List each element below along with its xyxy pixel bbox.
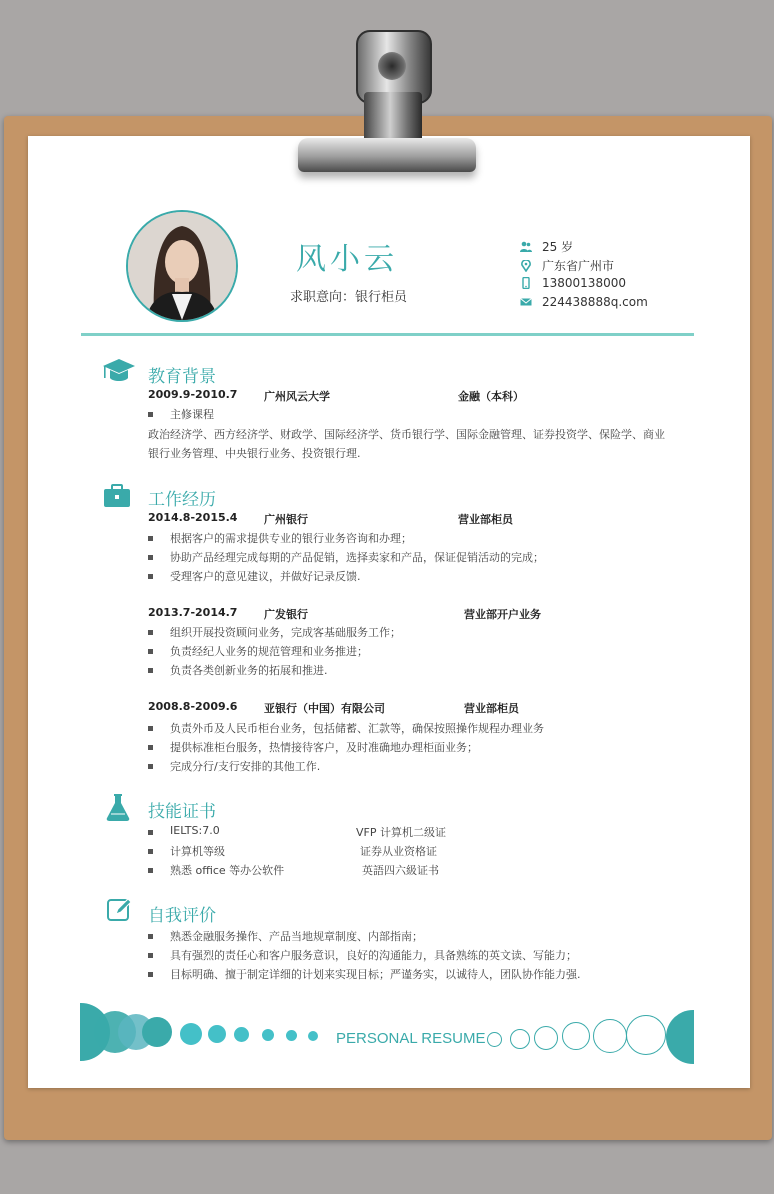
candidate-name: 风小云 (296, 242, 398, 277)
deco-circle (142, 1017, 172, 1047)
person-icon (520, 241, 532, 253)
job-duty: 受理客户的意见建议，并做好记录反馈. (170, 570, 361, 583)
edu-major: 金融（本科） (458, 390, 524, 403)
job-company: 广发银行 (264, 608, 308, 621)
skill-right: VFP 计算机二级证 (356, 826, 446, 839)
deco-half-circle-right (666, 1010, 694, 1064)
job-period: 2013.7-2014.7 (148, 606, 238, 619)
clip-base (298, 138, 476, 172)
job-duty: 完成分行/支行安排的其他工作. (170, 760, 321, 773)
deco-dot (234, 1027, 249, 1042)
job-role: 营业部柜员 (464, 702, 519, 715)
job-company: 广州银行 (264, 513, 308, 526)
graduation-cap-icon (101, 356, 135, 386)
avatar (126, 210, 238, 322)
bullet (148, 630, 153, 635)
clip-rivet (378, 52, 406, 80)
job-duty: 协助产品经理完成每期的产品促销，选择卖家和产品，保证促销活动的完成； (170, 551, 544, 564)
deco-ring (487, 1032, 502, 1047)
job-period: 2008.8-2009.6 (148, 700, 238, 713)
edu-courses-line1: 政治经济学、西方经济学、财政学、国际经济学、货币银行学、国际金融管理、证券投资学、保险学、商业 (148, 428, 665, 441)
phone-icon (520, 277, 532, 289)
deco-ring (626, 1015, 666, 1055)
bullet (148, 668, 153, 673)
location-text: 广东省广州市 (542, 259, 615, 273)
job-duty: 负责各类创新业务的拓展和推进. (170, 664, 328, 677)
flask-icon (104, 792, 138, 822)
deco-ring (534, 1026, 558, 1050)
section-title-education: 教育背景 (148, 367, 216, 387)
phone-text: 13800138000 (542, 276, 626, 290)
location-pin-icon (520, 260, 532, 272)
edu-school: 广州风云大学 (264, 390, 330, 403)
deco-ring (593, 1019, 627, 1053)
bullet (148, 412, 153, 417)
bullet (148, 555, 153, 560)
deco-dot (262, 1029, 274, 1041)
skill-left: 计算机等级 (170, 845, 225, 858)
section-title-work: 工作经历 (148, 490, 216, 510)
edu-courses-label: 主修课程 (170, 408, 214, 421)
self-eval-item: 目标明确、擅于制定详细的计划来实现目标；严谨务实，以诚待人，团队协作能力强. (170, 968, 581, 981)
mail-icon (520, 296, 532, 308)
bullet (148, 868, 153, 873)
bullet (148, 649, 153, 654)
job-duty: 负责外币及人民币柜台业务，包括储蓄、汇款等，确保按照操作规程办理业务 (170, 722, 544, 735)
bullet (148, 830, 153, 835)
job-intent: 求职意向：银行柜员 (290, 290, 408, 305)
edu-period: 2009.9-2010.7 (148, 388, 238, 401)
bullet (148, 574, 153, 579)
bullet (148, 764, 153, 769)
section-title-skills: 技能证书 (148, 802, 216, 822)
briefcase-icon (102, 482, 136, 512)
deco-dot (308, 1031, 318, 1041)
age-text: 25 岁 (542, 240, 574, 254)
job-role: 营业部开户业务 (464, 608, 541, 621)
contact-email (520, 295, 648, 309)
deco-dot (208, 1025, 226, 1043)
deco-ring (510, 1029, 530, 1049)
bullet (148, 745, 153, 750)
bullet (148, 849, 153, 854)
contact-location (520, 257, 614, 274)
section-title-self-eval: 自我评价 (148, 906, 216, 926)
bullet (148, 953, 153, 958)
deco-dot (286, 1030, 297, 1041)
email-text: 224438888q.com (542, 295, 648, 309)
contact-phone (520, 276, 626, 290)
bullet (148, 536, 153, 541)
edu-courses-line2: 银行业务管理、中央银行业务、投资银行理. (148, 447, 361, 460)
job-role: 营业部柜员 (458, 513, 513, 526)
edit-pencil-icon (106, 896, 140, 926)
job-duty: 组织开展投资顾问业务，完成客基础服务工作； (170, 626, 401, 639)
footer-label: PERSONAL RESUME (336, 1030, 486, 1047)
job-duty: 提供标准柜台服务，热情接待客户，及时准确地办理柜面业务； (170, 741, 478, 754)
skill-right: 英語四六級证书 (362, 864, 439, 877)
clip-neck (364, 92, 422, 142)
job-period: 2014.8-2015.4 (148, 511, 238, 524)
job-company: 亚银行（中国）有限公司 (264, 702, 385, 715)
self-eval-item: 熟悉金融服务操作、产品当地规章制度、内部指南； (170, 930, 423, 943)
bullet (148, 934, 153, 939)
job-duty: 根据客户的需求提供专业的银行业务咨询和办理； (170, 532, 412, 545)
skill-left: 熟悉 office 等办公软件 (170, 864, 285, 877)
deco-dot (180, 1023, 202, 1045)
skill-left: IELTS:7.0 (170, 824, 220, 837)
bullet (148, 972, 153, 977)
header-divider (81, 333, 694, 336)
contact-age (520, 238, 573, 255)
self-eval-item: 具有强烈的责任心和客户服务意识，良好的沟通能力，具备熟练的英文读、写能力； (170, 949, 577, 962)
skill-right: 证券从业资格证 (360, 845, 437, 858)
deco-ring (562, 1022, 590, 1050)
job-duty: 负责经纪人业务的规范管理和业务推进； (170, 645, 368, 658)
bullet (148, 726, 153, 731)
